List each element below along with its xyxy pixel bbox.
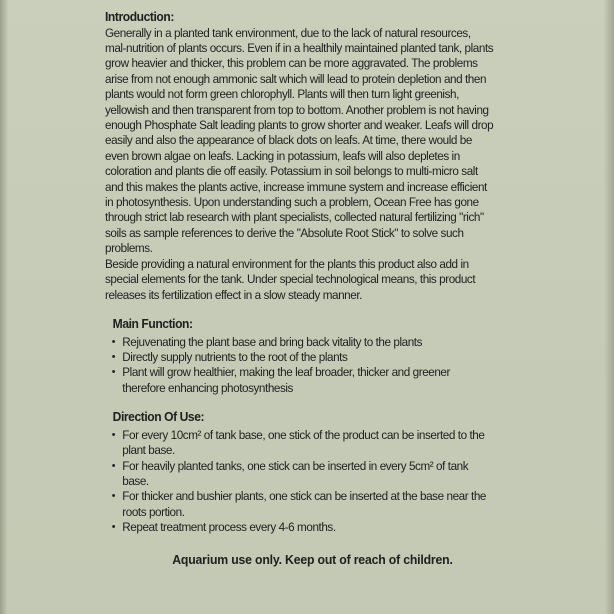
right-edge-shadow <box>604 0 614 614</box>
direction-of-use-heading: Direction Of Use: <box>112 410 205 425</box>
list-item: • Rejuvenating the plant base and bring back vitality to the plants <box>111 335 494 350</box>
product-instructions <box>105 10 494 567</box>
main-function-section <box>105 317 494 396</box>
warning-text: Aquarium use only. Keep out of reach of children. <box>172 551 453 567</box>
list-item: • For heavily planted tanks, one stick can be inserted in every 5cm² of tank base. <box>111 459 494 490</box>
left-edge-shadow <box>0 0 8 614</box>
list-item: • Directly supply nutrients to the root of the plants <box>111 350 494 365</box>
list-item: • Plant will grow healthier, making the leaf broader, thicker and greener therefore enhancing photosynthesis <box>111 365 494 396</box>
direction-of-use-section <box>105 410 494 535</box>
list-item: • Repeat treatment process every 4-6 months. <box>111 520 494 535</box>
main-function-heading: Main Function: <box>112 316 193 331</box>
introduction-paragraph-2: Beside providing a natural environment for the plants this product also add in special elements for the tank. Under special technological means, this product releases its fertilization effect in a slow steady manner. <box>105 256 476 302</box>
direction-of-use-list <box>105 428 494 536</box>
list-item: • For thicker and bushier plants, one stick can be inserted at the base near the roots portion. <box>111 489 494 520</box>
introduction-paragraph: Generally in a planted tank environment, due to the lack of natural resources, mal-nutrition of plants occurs. Even if in a healthily maintained planted tank, plants grow heavier and thicker, this problem can be more aggravated. The problems arise from not enough ammonic salt which will lead to protein depletion and then plants would not form green chlorophyll. Plants will then turn light greenish, yellowish and then transparent from top to bottom. Another problem is not having enough Phosphate Salt leading plants to grow shorter and weaker. Leafs will drop easily and also the appearance of black dots on leafs. At time, there would be even brown algae on leafs. Lacking in potassium, leafs will also depletes in coloration and plants die off easily. Potassium in soil belongs to multi-micro salt and this makes the plants active, increase immune system and increase efficient in photosynthesis. Upon understanding such a problem, Ocean Free has gone through strict lab research with plant specialists, collected natural fertilizing "rich" soils as sample references to derive the "Absolute Root Stick" to solve such problems. <box>105 25 494 256</box>
list-item: • For every 10cm² of tank base, one stick of the product can be inserted to the plant base. <box>111 428 494 459</box>
introduction-heading: Introduction: <box>105 10 174 24</box>
main-function-list <box>105 335 494 397</box>
